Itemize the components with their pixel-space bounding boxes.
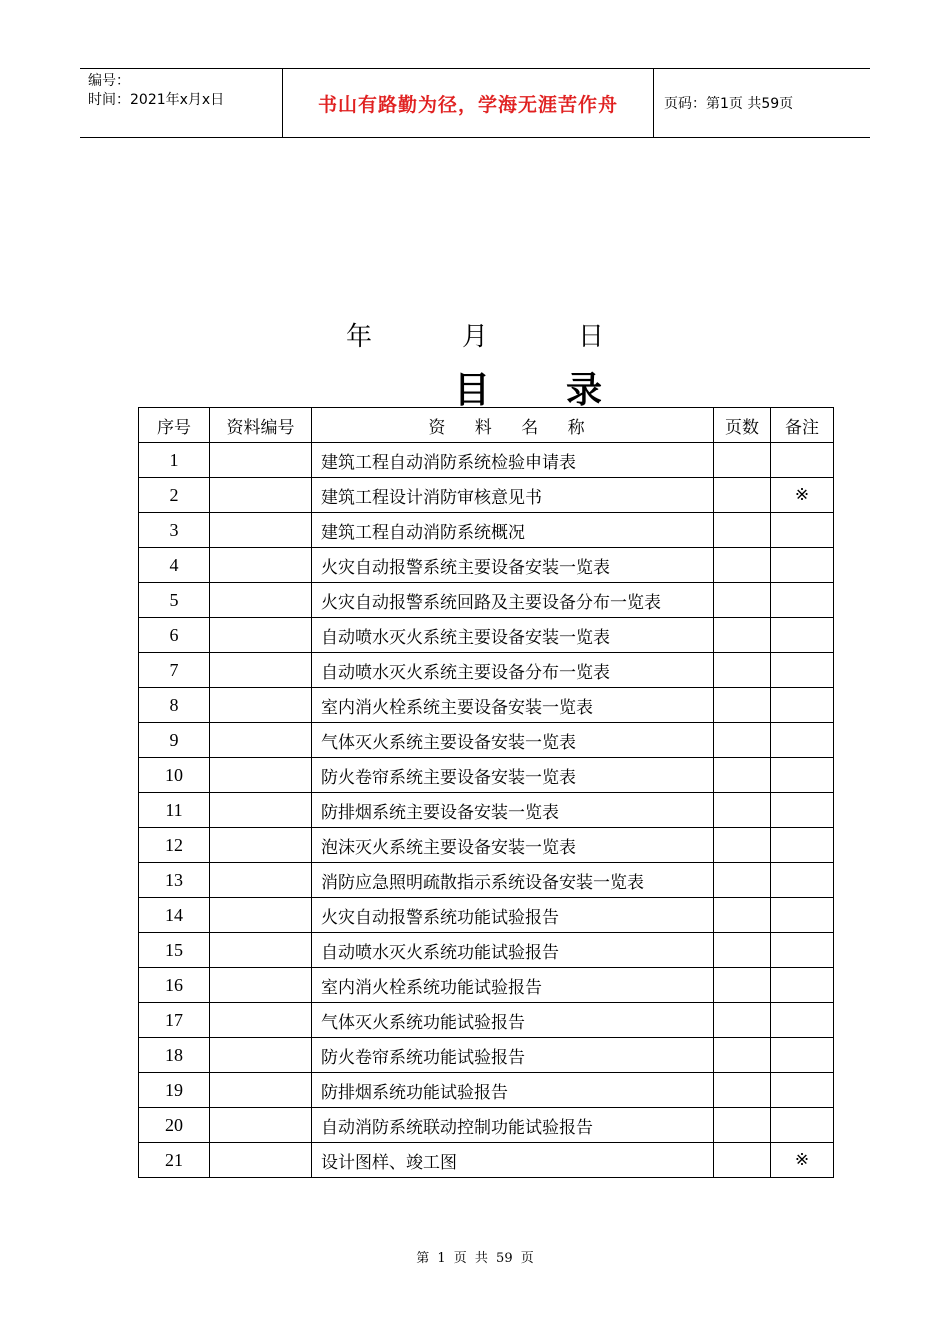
row-note bbox=[771, 618, 834, 653]
row-code bbox=[210, 1143, 312, 1178]
table-row bbox=[139, 793, 834, 828]
row-pages bbox=[714, 653, 771, 688]
table-row bbox=[139, 1003, 834, 1038]
row-pages bbox=[714, 583, 771, 618]
table-row bbox=[139, 723, 834, 758]
table-row bbox=[139, 758, 834, 793]
header-code: 资料编号 bbox=[210, 408, 312, 443]
header-name: 资 料 名 称 bbox=[312, 408, 714, 443]
row-seq: 8 bbox=[139, 688, 210, 723]
row-note bbox=[771, 933, 834, 968]
row-code bbox=[210, 968, 312, 1003]
row-note bbox=[771, 898, 834, 933]
row-seq: 4 bbox=[139, 548, 210, 583]
row-seq: 7 bbox=[139, 653, 210, 688]
table-row bbox=[139, 863, 834, 898]
row-name: 室内消火栓系统主要设备安装一览表 bbox=[312, 688, 714, 723]
row-code bbox=[210, 688, 312, 723]
title-char-1: 目 bbox=[454, 370, 491, 411]
row-pages bbox=[714, 828, 771, 863]
row-note bbox=[771, 863, 834, 898]
table-row bbox=[139, 583, 834, 618]
table-row bbox=[139, 653, 834, 688]
row-pages bbox=[714, 618, 771, 653]
table-row bbox=[139, 443, 834, 478]
row-name: 气体灭火系统主要设备安装一览表 bbox=[312, 723, 714, 758]
row-name: 火灾自动报警系统主要设备安装一览表 bbox=[312, 548, 714, 583]
date-line bbox=[0, 316, 950, 350]
row-seq: 11 bbox=[139, 793, 210, 828]
row-seq: 13 bbox=[139, 863, 210, 898]
row-pages bbox=[714, 513, 771, 548]
row-note bbox=[771, 443, 834, 478]
row-note bbox=[771, 548, 834, 583]
row-code bbox=[210, 723, 312, 758]
row-seq: 1 bbox=[139, 443, 210, 478]
table-header-row bbox=[139, 408, 834, 443]
row-name: 自动喷水灭火系统功能试验报告 bbox=[312, 933, 714, 968]
row-pages bbox=[714, 1108, 771, 1143]
row-note bbox=[771, 513, 834, 548]
table-row bbox=[139, 933, 834, 968]
row-note bbox=[771, 583, 834, 618]
row-note bbox=[771, 968, 834, 1003]
row-code bbox=[210, 1038, 312, 1073]
row-seq: 3 bbox=[139, 513, 210, 548]
row-seq: 15 bbox=[139, 933, 210, 968]
row-pages bbox=[714, 1003, 771, 1038]
row-code bbox=[210, 1073, 312, 1108]
table-row bbox=[139, 1038, 834, 1073]
row-seq: 17 bbox=[139, 1003, 210, 1038]
row-code bbox=[210, 1003, 312, 1038]
row-seq: 16 bbox=[139, 968, 210, 1003]
row-code bbox=[210, 513, 312, 548]
table-row bbox=[139, 1143, 834, 1178]
table-row bbox=[139, 513, 834, 548]
row-code bbox=[210, 583, 312, 618]
row-pages bbox=[714, 863, 771, 898]
row-note bbox=[771, 1073, 834, 1108]
row-note: ※ bbox=[771, 1143, 834, 1178]
table-row bbox=[139, 828, 834, 863]
document-number-label: 编号： bbox=[88, 73, 130, 89]
row-name: 气体灭火系统功能试验报告 bbox=[312, 1003, 714, 1038]
row-code bbox=[210, 478, 312, 513]
row-code bbox=[210, 933, 312, 968]
row-pages bbox=[714, 758, 771, 793]
table-row bbox=[139, 1073, 834, 1108]
row-pages bbox=[714, 443, 771, 478]
header-pages: 页数 bbox=[714, 408, 771, 443]
row-pages bbox=[714, 793, 771, 828]
row-name: 设计图样、竣工图 bbox=[312, 1143, 714, 1178]
row-name: 室内消火栓系统功能试验报告 bbox=[312, 968, 714, 1003]
row-seq: 5 bbox=[139, 583, 210, 618]
table-row bbox=[139, 688, 834, 723]
row-name: 自动喷水灭火系统主要设备安装一览表 bbox=[312, 618, 714, 653]
row-name: 防排烟系统功能试验报告 bbox=[312, 1073, 714, 1108]
table-body bbox=[139, 443, 834, 1178]
table-row bbox=[139, 478, 834, 513]
row-seq: 10 bbox=[139, 758, 210, 793]
row-name: 泡沫灭火系统主要设备安装一览表 bbox=[312, 828, 714, 863]
header-seq: 序号 bbox=[139, 408, 210, 443]
table-row bbox=[139, 618, 834, 653]
header-note: 备注 bbox=[771, 408, 834, 443]
row-name: 建筑工程自动消防系统检验申请表 bbox=[312, 443, 714, 478]
row-pages bbox=[714, 898, 771, 933]
row-code bbox=[210, 863, 312, 898]
row-note bbox=[771, 1003, 834, 1038]
row-note bbox=[771, 688, 834, 723]
row-code bbox=[210, 1108, 312, 1143]
header-motto: 书山有路勤为径，学海无涯苦作舟 bbox=[282, 69, 654, 137]
row-name: 防排烟系统主要设备安装一览表 bbox=[312, 793, 714, 828]
date-day: 日 bbox=[578, 322, 605, 352]
contents-table bbox=[138, 407, 834, 1178]
date-month: 月 bbox=[462, 322, 489, 352]
row-code bbox=[210, 548, 312, 583]
row-seq: 21 bbox=[139, 1143, 210, 1178]
row-pages bbox=[714, 1073, 771, 1108]
row-pages bbox=[714, 1143, 771, 1178]
row-code bbox=[210, 443, 312, 478]
row-seq: 14 bbox=[139, 898, 210, 933]
row-seq: 2 bbox=[139, 478, 210, 513]
row-pages bbox=[714, 1038, 771, 1073]
row-code bbox=[210, 653, 312, 688]
row-code bbox=[210, 898, 312, 933]
row-name: 自动消防系统联动控制功能试验报告 bbox=[312, 1108, 714, 1143]
row-name: 建筑工程自动消防系统概况 bbox=[312, 513, 714, 548]
row-pages bbox=[714, 478, 771, 513]
row-pages bbox=[714, 933, 771, 968]
header-meta bbox=[80, 69, 282, 137]
document-time-label: 时间：2021年x月x日 bbox=[88, 92, 225, 108]
row-note bbox=[771, 723, 834, 758]
row-code bbox=[210, 793, 312, 828]
row-note bbox=[771, 758, 834, 793]
row-seq: 18 bbox=[139, 1038, 210, 1073]
row-seq: 12 bbox=[139, 828, 210, 863]
header-page-label: 页码：第1页 共59页 bbox=[664, 96, 794, 112]
row-note bbox=[771, 1038, 834, 1073]
row-seq: 20 bbox=[139, 1108, 210, 1143]
row-name: 火灾自动报警系统功能试验报告 bbox=[312, 898, 714, 933]
row-seq: 19 bbox=[139, 1073, 210, 1108]
row-pages bbox=[714, 548, 771, 583]
row-note bbox=[771, 1108, 834, 1143]
row-pages bbox=[714, 723, 771, 758]
title-char-2: 录 bbox=[566, 370, 603, 411]
row-name: 建筑工程设计消防审核意见书 bbox=[312, 478, 714, 513]
table-row bbox=[139, 898, 834, 933]
table-row bbox=[139, 968, 834, 1003]
row-code bbox=[210, 758, 312, 793]
page-title bbox=[0, 362, 950, 411]
row-name: 火灾自动报警系统回路及主要设备分布一览表 bbox=[312, 583, 714, 618]
row-pages bbox=[714, 968, 771, 1003]
row-name: 防火卷帘系统功能试验报告 bbox=[312, 1038, 714, 1073]
row-note bbox=[771, 828, 834, 863]
row-note: ※ bbox=[771, 478, 834, 513]
row-code bbox=[210, 618, 312, 653]
table-row bbox=[139, 548, 834, 583]
date-year: 年 bbox=[346, 322, 373, 352]
row-code bbox=[210, 828, 312, 863]
page-footer: 第 1 页 共 59 页 bbox=[416, 1251, 534, 1266]
row-name: 自动喷水灭火系统主要设备分布一览表 bbox=[312, 653, 714, 688]
row-name: 消防应急照明疏散指示系统设备安装一览表 bbox=[312, 863, 714, 898]
page-header bbox=[80, 68, 870, 138]
row-note bbox=[771, 793, 834, 828]
row-pages bbox=[714, 688, 771, 723]
row-seq: 9 bbox=[139, 723, 210, 758]
table-row bbox=[139, 1108, 834, 1143]
row-name: 防火卷帘系统主要设备安装一览表 bbox=[312, 758, 714, 793]
row-seq: 6 bbox=[139, 618, 210, 653]
row-note bbox=[771, 653, 834, 688]
